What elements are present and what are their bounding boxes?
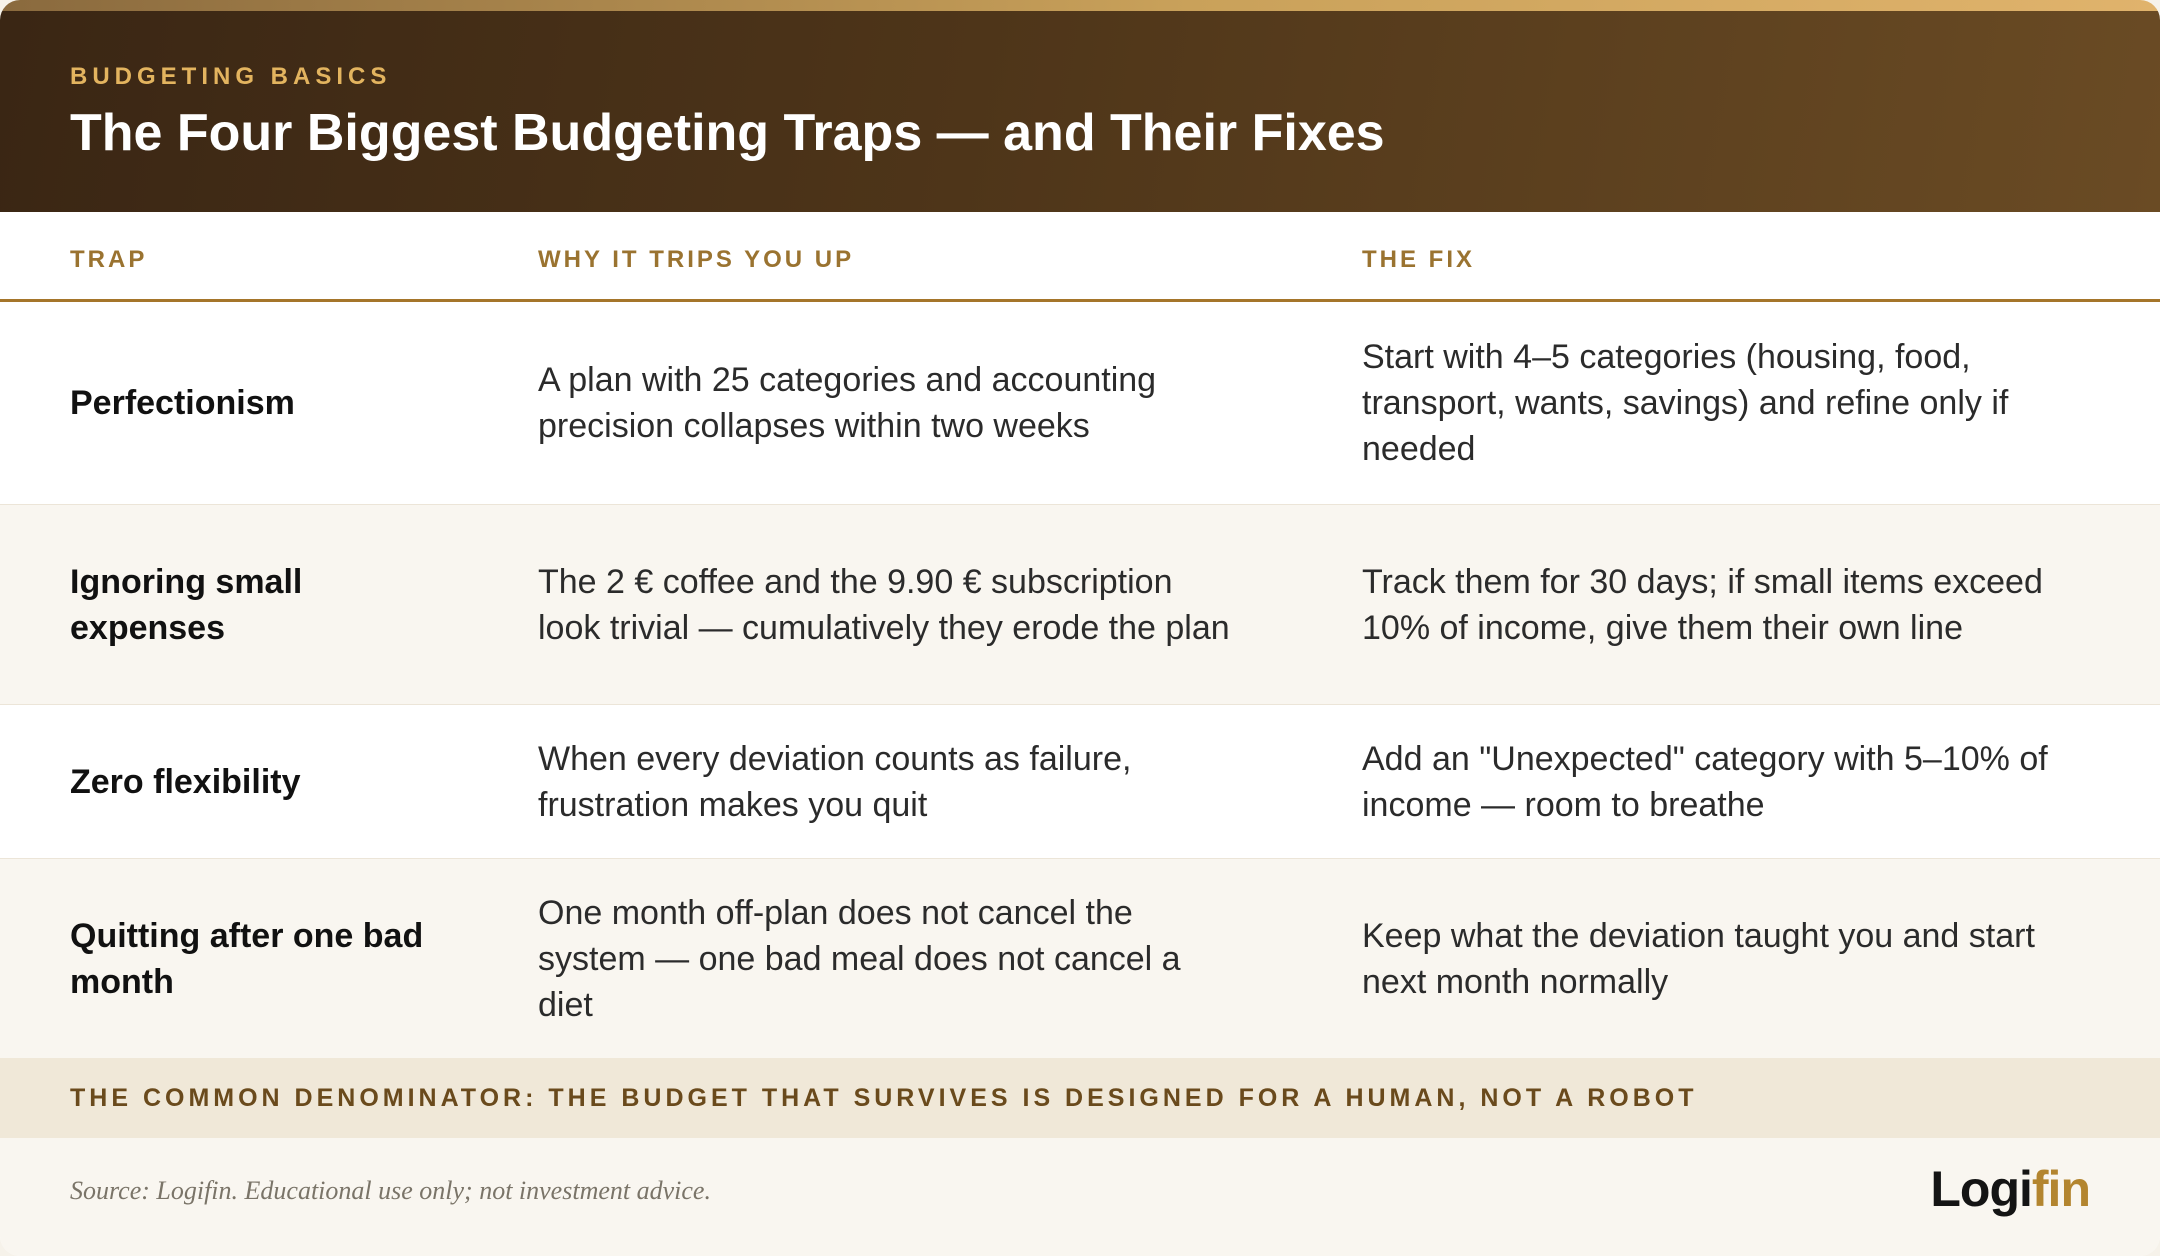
table-header-row [0, 212, 2160, 302]
fix-cell: Start with 4–5 categories (housing, food, transport, wants, savings) and refine only if needed [1362, 338, 2009, 468]
trap-cell: Quitting after one bad month [70, 916, 424, 1001]
trap-cell: Perfectionism [70, 384, 295, 422]
source-note: Source: Logifin. Educational use only; not investment advice. [70, 1176, 711, 1205]
why-cell: One month off-plan does not cancel the system — one bad meal does not cancel a diet [538, 893, 1181, 1024]
column-header-fix: THE FIX [1362, 246, 1476, 273]
fix-cell: Add an "Unexpected" category with 5–10% of income — room to breathe [1362, 739, 2048, 824]
footer [0, 1138, 2160, 1256]
table-row [0, 302, 2160, 505]
table-row [0, 505, 2160, 705]
why-cell: A plan with 25 categories and accounting precision collapses within two weeks [538, 361, 1157, 445]
header [0, 11, 2160, 212]
eyebrow-label: BUDGETING BASICS [70, 63, 392, 90]
trap-cell: Ignoring small expenses [70, 562, 303, 647]
logo-text-accent: fin [2031, 1161, 2090, 1217]
page-title: The Four Biggest Budgeting Traps — and Their Fixes [70, 104, 1385, 162]
fix-cell: Keep what the deviation taught you and start next month normally [1362, 916, 2035, 1001]
table-row [0, 705, 2160, 859]
column-header-why: WHY IT TRIPS YOU UP [538, 246, 855, 273]
table-row [0, 859, 2160, 1058]
why-cell: The 2 € coffee and the 9.90 € subscription look trivial — cumulatively they erode the plan [538, 562, 1230, 647]
trap-cell: Zero flexibility [70, 762, 301, 801]
logo-text-main: Logi [1930, 1161, 2032, 1217]
summary-text: THE COMMON DENOMINATOR: THE BUDGET THAT SURVIVES IS DESIGNED FOR A HUMAN, NOT A ROBOT [70, 1083, 1698, 1112]
summary-banner [0, 1058, 2160, 1138]
brand-logo [1930, 1160, 2090, 1218]
column-header-trap: TRAP [70, 246, 148, 273]
accent-strip [0, 0, 2160, 11]
why-cell: When every deviation counts as failure, frustration makes you quit [538, 739, 1132, 824]
fix-cell: Track them for 30 days; if small items exceed 10% of income, give them their own line [1362, 562, 2043, 647]
